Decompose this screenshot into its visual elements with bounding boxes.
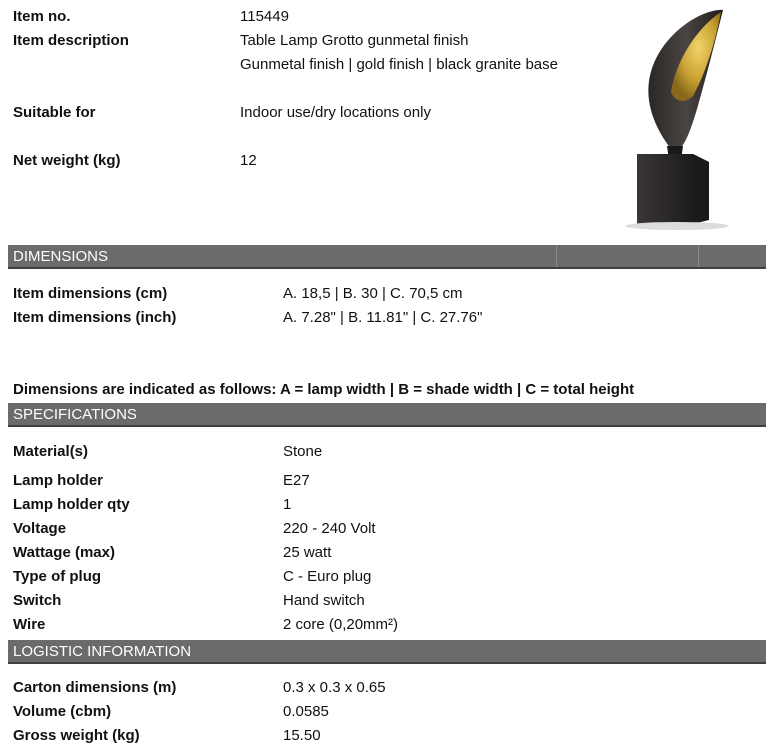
dimensions-title: DIMENSIONS <box>13 248 109 265</box>
spec-plug-label: Type of plug <box>13 568 102 585</box>
item-dimensions-inch-value: A. 7.28" | B. 11.81" | C. 27.76" <box>283 309 483 326</box>
spec-voltage-label: Voltage <box>13 520 67 537</box>
spec-voltage-value: 220 - 240 Volt <box>283 520 376 537</box>
spec-wattage-label: Wattage (max) <box>13 544 115 561</box>
dimensions-section-bar <box>8 245 766 269</box>
table-lamp-image <box>605 4 765 234</box>
spec-material-label: Material(s) <box>13 443 89 460</box>
spec-switch-value: Hand switch <box>283 592 365 609</box>
suitable-for-value: Indoor use/dry locations only <box>240 104 431 121</box>
spec-lamp-holder-label: Lamp holder <box>13 472 104 489</box>
logistics-gross-weight-value: 15.50 <box>283 727 321 744</box>
item-no-label: Item no. <box>13 8 71 25</box>
net-weight-value: 12 <box>240 152 257 169</box>
dimensions-note: Dimensions are indicated as follows: A = lamp width | B = shade width | C = total height <box>13 381 635 398</box>
logistics-title: LOGISTIC INFORMATION <box>13 643 192 660</box>
item-description-value-line2: Gunmetal finish | gold finish | black granite base <box>240 56 558 73</box>
net-weight-label: Net weight (kg) <box>13 152 121 169</box>
logistics-carton-label: Carton dimensions (m) <box>13 679 177 696</box>
specifications-section-bar <box>8 403 766 427</box>
spec-lamp-holder-qty-value: 1 <box>283 496 292 513</box>
item-description-label: Item description <box>13 32 129 49</box>
item-description-value-line1: Table Lamp Grotto gunmetal finish <box>240 32 469 49</box>
spec-wire-label: Wire <box>13 616 46 633</box>
item-no-value: 115449 <box>240 8 289 25</box>
specifications-title: SPECIFICATIONS <box>13 406 137 423</box>
logistics-gross-weight-label: Gross weight (kg) <box>13 727 140 744</box>
item-dimensions-cm-value: A. 18,5 | B. 30 | C. 70,5 cm <box>283 285 463 302</box>
spec-switch-label: Switch <box>13 592 62 609</box>
spec-wire-value: 2 core (0,20mm²) <box>283 616 399 633</box>
spec-material-value: Stone <box>283 443 323 460</box>
logistics-section-bar <box>8 640 766 664</box>
suitable-for-label: Suitable for <box>13 104 96 121</box>
spec-lamp-holder-qty-label: Lamp holder qty <box>13 496 130 513</box>
item-dimensions-inch-label: Item dimensions (inch) <box>13 309 177 326</box>
spec-plug-value: C - Euro plug <box>283 568 372 585</box>
logistics-carton-value: 0.3 x 0.3 x 0.65 <box>283 679 386 696</box>
logistics-volume-label: Volume (cbm) <box>13 703 112 720</box>
item-dimensions-cm-label: Item dimensions (cm) <box>13 285 168 302</box>
spec-lamp-holder-value: E27 <box>283 472 310 489</box>
logistics-volume-value: 0.0585 <box>283 703 329 720</box>
spec-wattage-value: 25 watt <box>283 544 332 561</box>
